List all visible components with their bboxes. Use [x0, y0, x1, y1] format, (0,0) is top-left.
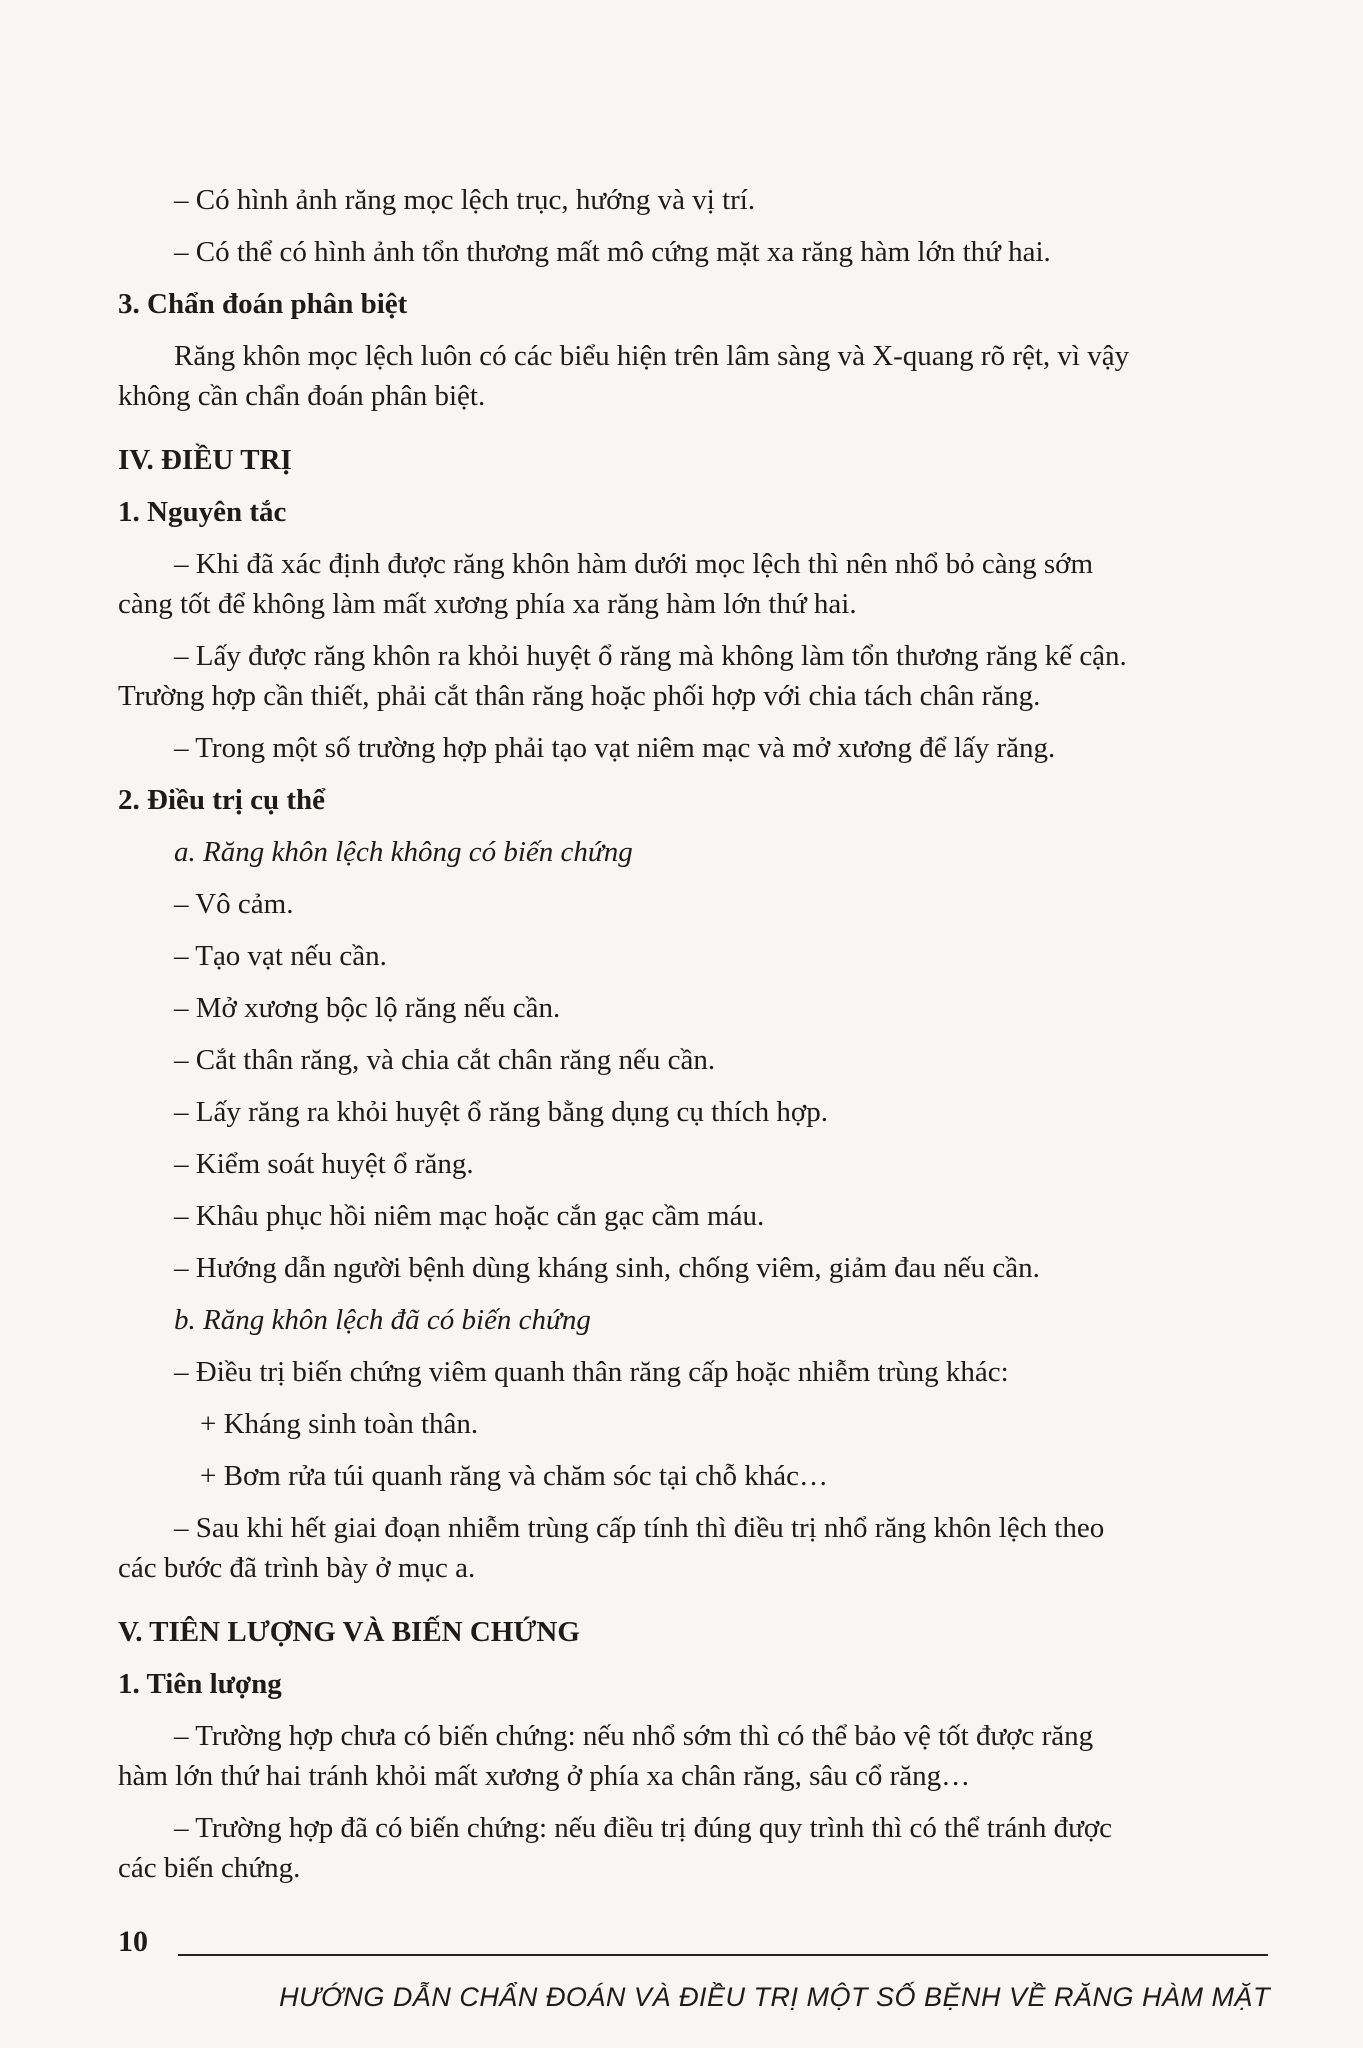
bullet-line: – Tạo vạt nếu cần. — [174, 940, 387, 972]
page-number: 10 — [118, 1925, 148, 1958]
bullet-line: – Mở xương bộc lộ răng nếu cần. — [174, 992, 561, 1024]
subheading-differential-diagnosis: 3. Chẩn đoán phân biệt — [118, 288, 408, 320]
subheading-principles: 1. Nguyên tắc — [118, 496, 287, 528]
bullet-line: – Có hình ảnh răng mọc lệch trục, hướng và vị trí. — [174, 184, 756, 216]
section-heading-treatment: IV. ĐIỀU TRỊ — [118, 444, 292, 476]
bullet-line: – Hướng dẫn người bệnh dùng kháng sinh, chống viêm, giảm đau nếu cần. — [174, 1252, 1040, 1284]
subsection-title: b. Răng khôn lệch đã có biến chứng — [174, 1304, 591, 1336]
section-heading-prognosis: V. TIÊN LƯỢNG VÀ BIẾN CHỨNG — [118, 1616, 580, 1648]
bullet-line: – Điều trị biến chứng viêm quanh thân răng cấp hoặc nhiễm trùng khác: — [174, 1356, 1009, 1388]
sub-bullet-line: + Bơm rửa túi quanh răng và chăm sóc tại chỗ khác… — [200, 1460, 829, 1492]
bullet-line: – Kiểm soát huyệt ổ răng. — [174, 1148, 474, 1180]
paragraph-line: Răng khôn mọc lệch luôn có các biểu hiện trên lâm sàng và X-quang rõ rệt, vì vậy — [174, 340, 1130, 372]
paragraph-line: hàm lớn thứ hai tránh khỏi mất xương ở phía xa chân răng, sâu cổ răng… — [118, 1760, 971, 1792]
paragraph-line: – Lấy được răng khôn ra khỏi huyệt ổ răng mà không làm tổn thương răng kế cận. — [174, 640, 1127, 672]
footer-divider — [178, 1954, 1268, 1956]
paragraph-line: – Khi đã xác định được răng khôn hàm dưới mọc lệch thì nên nhổ bỏ càng sớm — [174, 548, 1094, 580]
bullet-line: – Cắt thân răng, và chia cắt chân răng nếu cần. — [174, 1044, 716, 1076]
bullet-line: – Lấy răng ra khỏi huyệt ổ răng bằng dụng cụ thích hợp. — [174, 1096, 828, 1128]
paragraph-line: các bước đã trình bày ở mục a. — [118, 1552, 476, 1584]
bullet-line: – Có thể có hình ảnh tổn thương mất mô cứng mặt xa răng hàm lớn thứ hai. — [174, 236, 1051, 268]
page-body — [118, 180, 1268, 1900]
subheading-prognosis: 1. Tiên lượng — [118, 1668, 282, 1700]
sub-bullet-line: + Kháng sinh toàn thân. — [200, 1408, 479, 1440]
running-footer-title: HƯỚNG DẪN CHẨN ĐOÁN VÀ ĐIỀU TRỊ MỘT SỐ BỆNH VỀ RĂNG HÀM MẶT — [279, 1982, 1270, 2012]
paragraph-line: – Sau khi hết giai đoạn nhiễm trùng cấp tính thì điều trị nhổ răng khôn lệch theo — [174, 1512, 1105, 1544]
paragraph-line: các biến chứng. — [118, 1852, 301, 1884]
subsection-title: a. Răng khôn lệch không có biến chứng — [174, 836, 633, 868]
subheading-specific-treatment: 2. Điều trị cụ thể — [118, 784, 325, 816]
paragraph-line: – Trường hợp chưa có biến chứng: nếu nhổ sớm thì có thể bảo vệ tốt được răng — [174, 1720, 1094, 1752]
paragraph-line: Trường hợp cần thiết, phải cắt thân răng hoặc phối hợp với chia tách chân răng. — [118, 680, 1041, 712]
paragraph-line: – Trường hợp đã có biến chứng: nếu điều trị đúng quy trình thì có thể tránh được — [174, 1812, 1113, 1844]
paragraph-line: càng tốt để không làm mất xương phía xa răng hàm lớn thứ hai. — [118, 588, 857, 620]
bullet-line: – Trong một số trường hợp phải tạo vạt niêm mạc và mở xương để lấy răng. — [174, 732, 1056, 764]
paragraph-line: không cần chẩn đoán phân biệt. — [118, 380, 486, 412]
bullet-line: – Vô cảm. — [174, 888, 294, 920]
bullet-line: – Khâu phục hồi niêm mạc hoặc cắn gạc cầm máu. — [174, 1200, 765, 1232]
